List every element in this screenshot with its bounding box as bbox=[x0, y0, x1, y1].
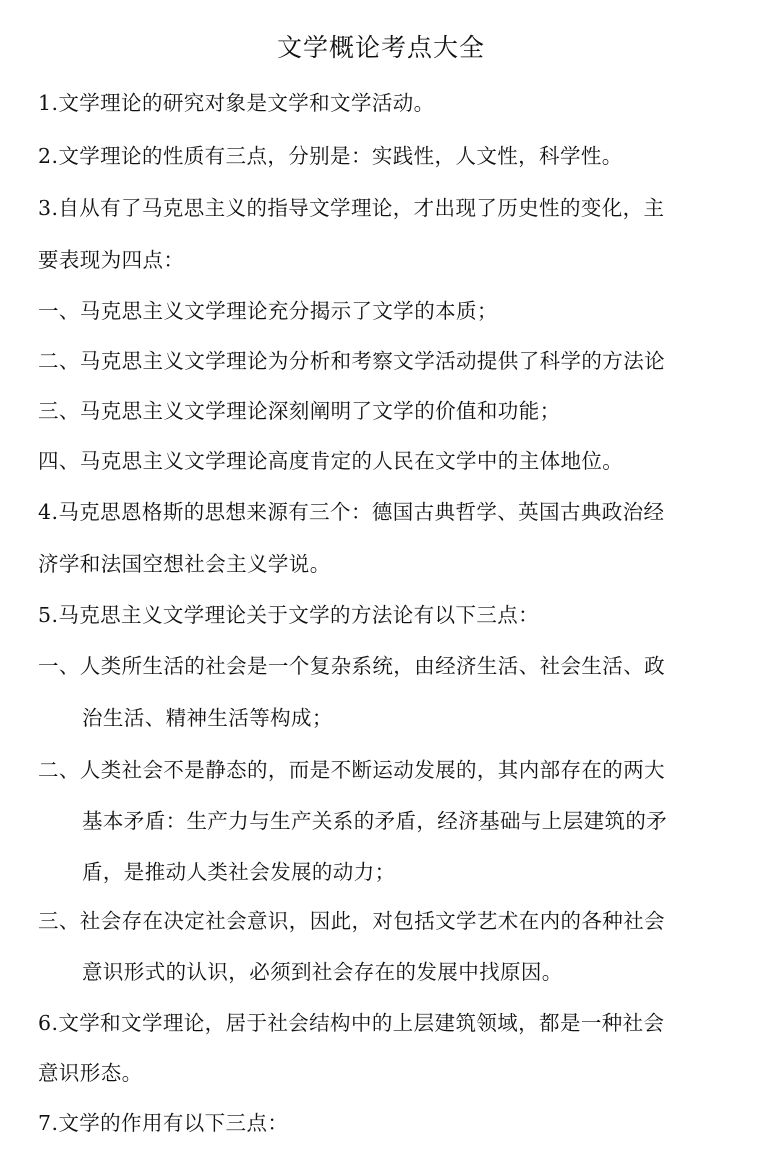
text-line: 基本矛盾：生产力与生产关系的矛盾，经济基础与上层建筑的矛 bbox=[82, 809, 668, 833]
text-line: 一、马克思主义文学理论充分揭示了文学的本质； bbox=[38, 299, 498, 323]
text-line: 6.文学和文学理论，居于社会结构中的上层建筑领域，都是一种社会 bbox=[38, 1011, 665, 1035]
text-line: 要表现为四点： bbox=[38, 248, 185, 272]
text-line: 济学和法国空想社会主义学说。 bbox=[38, 552, 331, 576]
text-line: 四、马克思主义文学理论高度肯定的人民在文学中的主体地位。 bbox=[38, 449, 624, 473]
page-title: 文学概论考点大全 bbox=[276, 33, 485, 62]
text-line: 三、社会存在决定社会意识，因此，对包括文学艺术在内的各种社会 bbox=[38, 909, 665, 933]
text-line: 二、马克思主义文学理论为分析和考察文学活动提供了科学的方法论 bbox=[38, 349, 665, 373]
text-line: 二、人类社会不是静态的，而是不断运动发展的，其内部存在的两大 bbox=[38, 758, 665, 782]
text-line: 一、人类所生活的社会是一个复杂系统，由经济生活、社会生活、政 bbox=[38, 654, 665, 678]
text-line: 4.马克思恩格斯的思想来源有三个：德国古典哲学、英国古典政治经 bbox=[38, 500, 665, 524]
text-line: 2.文学理论的性质有三点，分别是：实践性，人文性，科学性。 bbox=[38, 144, 623, 168]
text-line: 三、马克思主义文学理论深刻阐明了文学的价值和功能； bbox=[38, 399, 561, 423]
text-line: 治生活、精神生活等构成； bbox=[82, 706, 333, 730]
text-line: 5.马克思主义文学理论关于文学的方法论有以下三点： bbox=[38, 603, 540, 627]
text-line: 意识形式的认识，必须到社会存在的发展中找原因。 bbox=[82, 960, 563, 984]
text-line: 意识形态。 bbox=[38, 1061, 143, 1085]
text-line: 7.文学的作用有以下三点： bbox=[38, 1111, 289, 1135]
text-line: 3.自从有了马克思主义的指导文学理论，才出现了历史性的变化，主 bbox=[38, 196, 665, 220]
text-line: 1.文学理论的研究对象是文学和文学活动。 bbox=[38, 91, 435, 115]
text-line: 盾，是推动人类社会发展的动力； bbox=[82, 860, 396, 884]
